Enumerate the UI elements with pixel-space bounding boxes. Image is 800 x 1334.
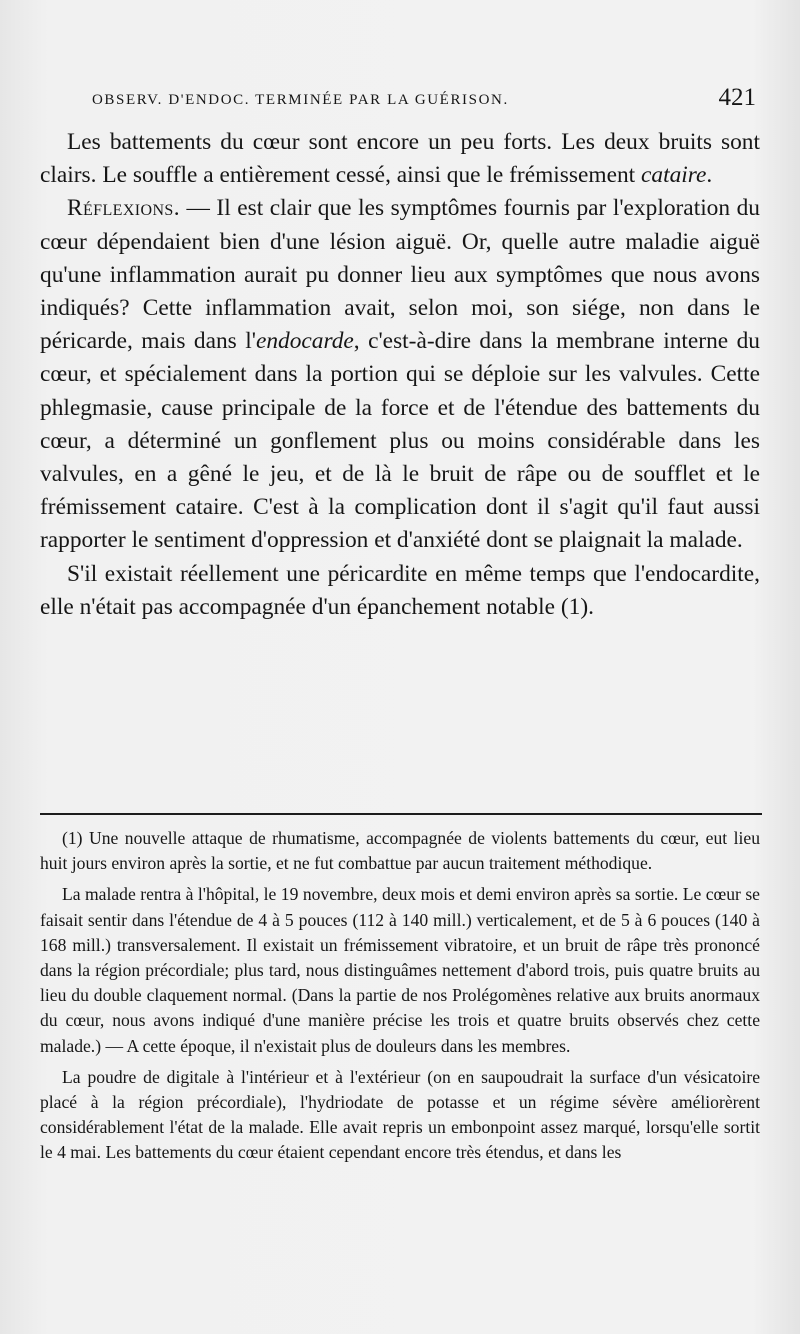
paragraph-1-text: Les battements du cœur sont encore un peu forts. Les deux bruits sont clairs. Le souffle a entièrement cessé, ainsi que le frémissement <box>40 129 760 189</box>
footnotes <box>40 826 760 1172</box>
paragraph-1-end: . <box>706 162 713 189</box>
footnote-rule <box>40 813 762 815</box>
paragraph-1-italic: cataire <box>641 162 707 189</box>
running-head: OBSERV. D'ENDOC. TERMINÉE PAR LA GUÉRISON. <box>92 92 509 108</box>
paragraph-2-text-b: , c'est-à-dire dans la membrane interne du cœur, et spécialement dans la portion qui se déploie sur les valvules. Cette phlegmasie, cause principale de la force et de l'étendue des battements du cœur, a déterminé un gonflement plus ou moins considérable dans les valvules, en a gêné le jeu, et de là le bruit de râpe ou de soufflet et le frémissement cataire. C'est à la complication dont il s'agit qu'il faut aussi rapporter le sentiment d'oppression et d'anxiété dont se plaignait la malade. <box>40 328 760 554</box>
paragraph-1 <box>40 126 760 192</box>
page-header <box>40 86 760 120</box>
footnote-1: (1) Une nouvelle attaque de rhumatisme, accompagnée de violents battements du cœur, eut lieu huit jours environ après la sortie, et ne fut combattue par aucun traitement méthodique. <box>40 828 760 874</box>
reflexions-label: Réflexions. <box>67 195 180 222</box>
paragraph-3: S'il existait réellement une péricardite en même temps que l'endocardite, elle n'était pas accompagnée d'un épanchement notable (1). <box>40 560 760 620</box>
footnote-paragraph-2: La malade rentra à l'hôpital, le 19 novembre, deux mois et demi environ après sa sortie. Le cœur se faisait sentir dans l'étendue de 4 à 5 pouces (112 à 140 mill.) verticalement, et de 5 à 6 pouces (140 à 168 mill.) transversalement. Il existait un frémissement vibratoire, et un bruit de râpe très prononcé dans la région précordiale; plus tard, nous distinguâmes nettement d'abord trois, puis quatre bruits au lieu du double claquement normal. (Dans la partie de nos Prolégomènes relative aux bruits anormaux du cœur, nous avons indiqué d'une manière précise les trois et quatre bruits observés chez cette malade.) — A cette époque, il n'existait plus de douleurs dans les membres. <box>40 884 760 1056</box>
paragraph-2-text-a: — Il est clair que les symptômes fournis par l'exploration du cœur dépendaient bien d'une lésion aiguë. Or, quelle autre maladie aiguë qu'une inflammation aurait pu donner lieu aux symptômes que nous avons indiqués? Cette inflammation avait, selon moi, son siége, non dans le péricarde, mais dans l' <box>40 195 760 355</box>
paragraph-2-italic: endocarde <box>255 328 354 355</box>
page-number: 421 <box>718 84 756 111</box>
footnote-paragraph-3: La poudre de digitale à l'intérieur et à l'extérieur (on en saupoudrait la surface d'un vésicatoire placé à la région précordiale), l'hydriodate de potasse et un régime sévère améliorèrent considérablement l'état de la malade. Elle avait repris un embonpoint assez marqué, lorsqu'elle sortit le 4 mai. Les battements du cœur étaient cependant encore très étendus, et dans les <box>40 1066 760 1163</box>
main-text <box>40 126 760 624</box>
paragraph-reflexions <box>40 192 760 557</box>
